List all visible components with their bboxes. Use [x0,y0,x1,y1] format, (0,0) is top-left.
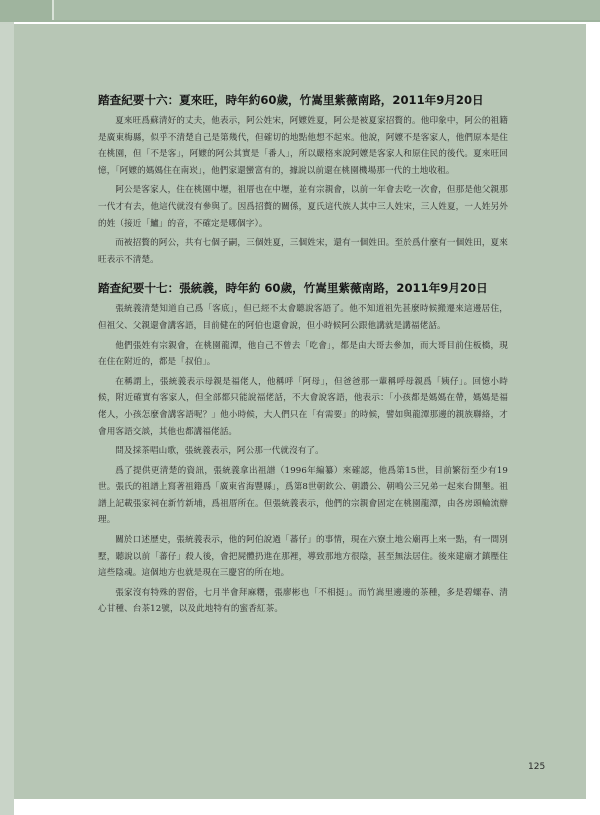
paragraph: 張統義清楚知道自己爲「客底」，但已經不太會聽說客語了。他不知道祖先甚麼時候搬遷來這邊居住，但祖父、父親還會講客語，目前健在的阿伯也還會說，但小時候阿公跟他講就是講福佬話。 [98,304,508,331]
paragraph: 阿公是客家人，住在桃園中壢，祖厝也在中壢，並有宗親會，以前一年會去吃一次會，但那是他父親那一代才有去，他這代就沒有參與了。因爲招贅的關係，夏氏這代族人其中三人姓宋，三人姓夏，一人姓另外的姓（接近「鱸」的音，不確定是哪個字）。 [98,185,508,229]
paragraph: 關於口述歷史，張統義表示，他的阿伯說過「蕃仔」的事情，現在六寮土地公廟再上來一點，有一間別墅，聽說以前「蕃仔」殺人後，會把屍體扔進在那裡，導致那地方很陰，甚至無法居住。後來建廟才鎮壓住這些陰魂。這個地方也就是現在三慶宮的所在地。 [98,535,508,579]
text-column [98,92,508,630]
top-color-band-inner [52,0,600,20]
page-number: 125 [528,762,546,772]
section-title: 踏查紀要十七：張統義，時年約 60歲，竹嵩里紫薇南路，2011年9月20日 [98,281,488,296]
left-edge-strip [0,22,14,815]
section-record-16 [98,92,508,268]
section-record-17 [98,280,508,618]
paragraph: 問及採茶唱山歌，張統義表示，阿公那一代就沒有了。 [115,446,324,457]
section-title: 踏查紀要十六：夏來旺，時年約60歲，竹嵩里紫薇南路，2011年9月20日 [98,93,484,107]
paragraph: 爲了提供更清楚的資訊，張統義拿出祖譜（1996年編纂）來確認，他爲第15世，目前繁衍至少有19世。張氏的祖譜上寫著祖籍爲「廣東省海豐縣」，爲第8世朝欽公、朝讚公、朝鳴公三兄弟一起來台開墾。祖譜上記載張家祠在新竹新埔，爲祖厝所在。但張統義表示，他們的宗親會固定在桃園龍潭，由各房頭輪流辦理。 [98,465,508,526]
paragraph: 在稱謂上，張統義表示母親是福佬人，他稱呼「阿母」，但爸爸那一輩稱呼母親爲「姨仔」。回憶小時候，附近確實有客家人，但全部都只能說福佬話，不大會說客語，他表示：「小孩都是媽媽在帶，媽媽是福佬人，小孩怎麼會講客語呢？」他小時候，大人們只在「有需要」的時候，譬如與龍潭那邊的親族聯絡，才會用客語交談，其他也都講福佬話。 [98,376,508,437]
paragraph: 張家沒有特殊的習俗，七月半會拜麻糬，張廖彬也「不相挺」。而竹嵩里邊邊的茶種，多是碧螺春、清心甘種、台茶12號，以及此地特有的蜜香紅茶。 [98,587,508,615]
paragraph: 而被招贅的阿公，共有七個子嗣，三個姓夏，三個姓宋，還有一個姓田。至於爲什麼有一個姓田，夏來旺表示不清楚。 [98,238,508,265]
paragraph: 他們張姓有宗親會，在桃園龍潭，他自己不曾去「吃會」，都是由大哥去參加，而大哥目前住板橋，現在住在附近的，都是「叔伯」。 [98,340,508,368]
top-color-band [0,0,600,22]
paragraph: 夏來旺爲蘇清好的丈夫，他表示，阿公姓宋，阿嬤姓夏，阿公是被夏家招贅的。他印象中，阿公的祖籍是廣東梅縣，似乎不清楚自己是第幾代，但確切的地點他想不起來。他說，阿嬤不是客家人，他們原本是住在桃園，但「不是客」，阿嬤的阿公其實是「番人」，所以嚴格來說阿嬤是客家人和原住民的後代。夏來旺回憶，「阿嬤的媽媽住在南崁」，他們家還蠻富有的，據說以前還在桃園機場那一代的土地收租。 [98,116,508,176]
